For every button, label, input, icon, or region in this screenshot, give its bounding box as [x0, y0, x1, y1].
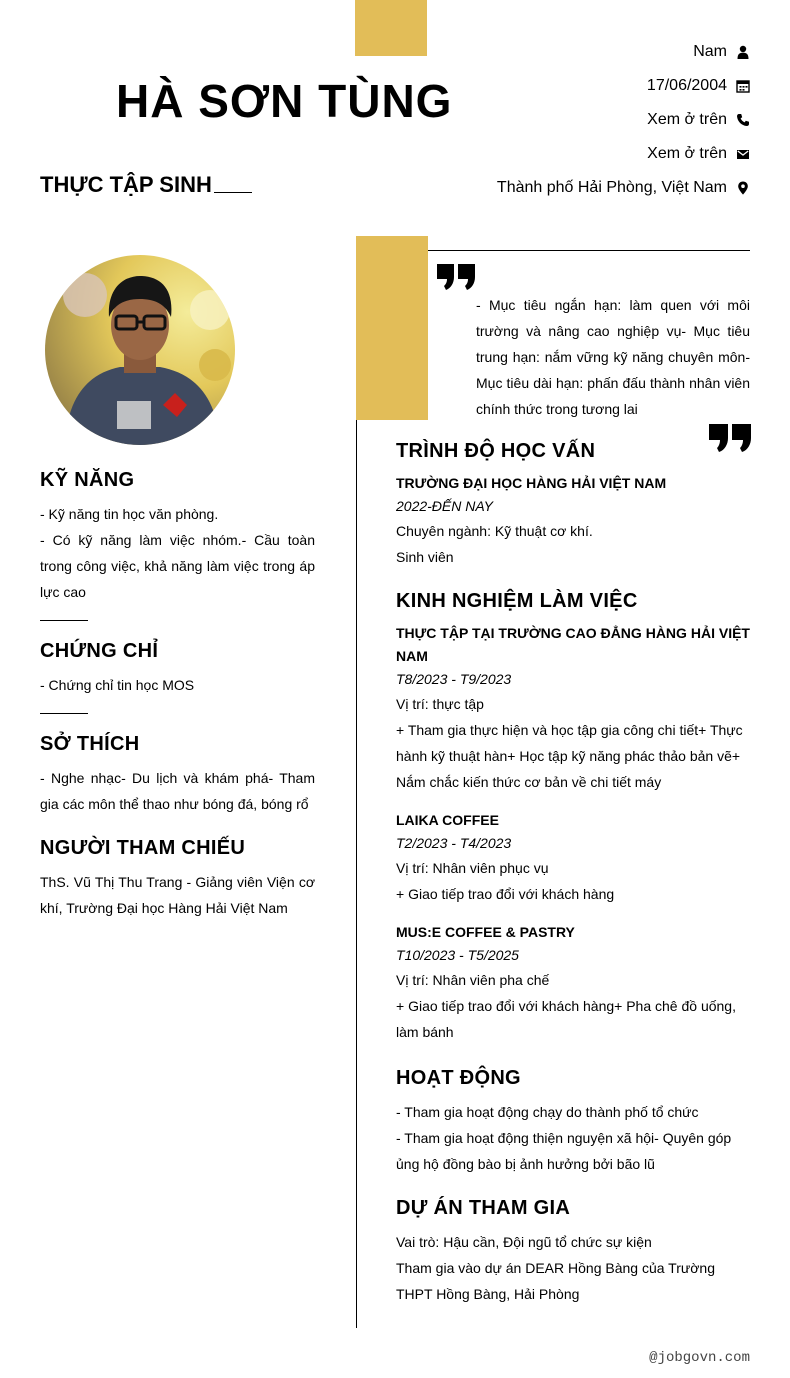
- calendar-icon: [736, 79, 750, 93]
- school-name: TRƯỜNG ĐẠI HỌC HÀNG HẢI VIỆT NAM: [396, 475, 667, 491]
- quote-open-icon: [437, 264, 475, 290]
- watermark-footer: @jobgovn.com: [649, 1350, 750, 1366]
- experience-position: Vị trí: Nhân viên phục vụ: [396, 860, 549, 876]
- activities-heading: HOẠT ĐỘNG: [396, 1067, 521, 1089]
- references-heading: NGƯỜI THAM CHIẾU: [40, 837, 246, 859]
- project-role: Vai trò: Hậu cần, Đội ngũ tổ chức sự kiện: [396, 1234, 652, 1250]
- experience-period: T2/2023 - T4/2023: [396, 835, 512, 851]
- profile-photo: [45, 255, 235, 445]
- candidate-name: HÀ SƠN TÙNG: [116, 75, 453, 127]
- email-value[interactable]: Xem ở trên: [647, 145, 727, 162]
- hobbies-text: - Nghe nhạc- Du lịch và khám phá- Tham gia các môn thể thao như bóng đá, bóng rổ: [40, 770, 315, 812]
- skill-item: - Có kỹ năng làm việc nhóm.- Cầu toàn trong công việc, khả năng làm việc trong áp lực cao: [40, 532, 315, 600]
- user-icon: [736, 45, 750, 59]
- certificates-section: [40, 640, 315, 698]
- projects-heading: DỰ ÁN THAM GIA: [396, 1197, 571, 1219]
- education-period: 2022-ĐẾN NAY: [396, 498, 494, 514]
- activities-section: [396, 1067, 750, 1177]
- certificate-item: - Chứng chỉ tin học MOS: [40, 677, 195, 693]
- address-value: Thành phố Hải Phòng, Việt Nam: [496, 179, 727, 196]
- experience-period: T8/2023 - T9/2023: [396, 671, 512, 687]
- hobbies-section: [40, 733, 315, 817]
- location-icon: [736, 181, 750, 195]
- experience-heading: KINH NGHIỆM LÀM VIỆC: [396, 590, 638, 612]
- certificates-heading: CHỨNG CHỈ: [40, 640, 159, 662]
- job-title-underline: [214, 192, 252, 193]
- experience-position: Vị trí: Nhân viên pha chế: [396, 972, 550, 988]
- objective-accent-block: [356, 236, 428, 420]
- education-section: [396, 440, 750, 570]
- experience-org: LAIKA COFFEE: [396, 812, 499, 828]
- skills-heading: KỸ NĂNG: [40, 469, 135, 491]
- experience-item: [396, 809, 750, 907]
- experience-description: + Giao tiếp trao đổi với khách hàng: [396, 886, 615, 902]
- skills-section: [40, 469, 315, 605]
- contact-gender: [390, 41, 750, 63]
- gender-value: Nam: [693, 43, 727, 60]
- contact-dob: [390, 75, 750, 97]
- education-major: Chuyên ngành: Kỹ thuật cơ khí.: [396, 523, 593, 539]
- experience-section: [396, 590, 750, 1045]
- experience-item: [396, 622, 750, 795]
- experience-position: Vị trí: thực tập: [396, 696, 484, 712]
- project-description: Tham gia vào dự án DEAR Hồng Bàng của Trường THPT Hồng Bàng, Hải Phòng: [396, 1260, 715, 1302]
- column-divider: [356, 420, 357, 1328]
- career-objective: - Mục tiêu ngắn hạn: làm quen với môi trường và nâng cao nghiệp vụ- Mục tiêu trung hạn: nắm vững kỹ năng chuyên môn- Mục tiêu dài hạn: phấn đấu thành nhân viên chính thức trong tương lai: [476, 297, 750, 417]
- experience-description: + Giao tiếp trao đổi với khách hàng+ Pha chê đồ uống, làm bánh: [396, 998, 736, 1040]
- job-title: THỰC TẬP SINH: [40, 172, 212, 197]
- activity-item: - Tham gia hoạt động chạy do thành phố tổ chức: [396, 1104, 699, 1120]
- references-section: [40, 837, 315, 921]
- section-divider: [40, 620, 88, 621]
- phone-value[interactable]: Xem ở trên: [647, 111, 727, 128]
- experience-period: T10/2023 - T5/2025: [396, 947, 519, 963]
- projects-section: [396, 1197, 750, 1307]
- experience-org: THỰC TẬP TẠI TRƯỜNG CAO ĐẲNG HÀNG HẢI VIỆT NAM: [396, 625, 750, 664]
- email-icon: [736, 147, 750, 161]
- dob-value: 17/06/2004: [646, 77, 727, 94]
- objective-top-rule: [428, 250, 750, 251]
- activity-item: - Tham gia hoạt động thiện nguyện xã hội- Quyên góp ủng hộ đồng bào bị ảnh hưởng bởi bão lũ: [396, 1130, 732, 1172]
- education-status: Sinh viên: [396, 549, 454, 565]
- contact-email: [390, 143, 750, 165]
- hobbies-heading: SỞ THÍCH: [40, 733, 140, 755]
- skill-item: - Kỹ năng tin học văn phòng.: [40, 506, 219, 522]
- experience-org: MUS:E COFFEE & PASTRY: [396, 924, 575, 940]
- section-divider: [40, 713, 88, 714]
- experience-item: [396, 921, 750, 1045]
- contact-phone: [390, 109, 750, 131]
- references-text: ThS. Vũ Thị Thu Trang - Giảng viên Viện cơ khí, Trường Đại học Hàng Hải Việt Nam: [40, 874, 315, 916]
- experience-description: + Tham gia thực hiện và học tập gia công chi tiết+ Thực hành kỹ thuật hàn+ Học tập kỹ năng phác thảo bản vẽ+ Nắm chắc kiến thức cơ bản về chi tiết máy: [396, 722, 743, 790]
- education-heading: TRÌNH ĐỘ HỌC VẤN: [396, 440, 596, 462]
- contact-address: [390, 177, 750, 199]
- phone-icon: [736, 113, 750, 127]
